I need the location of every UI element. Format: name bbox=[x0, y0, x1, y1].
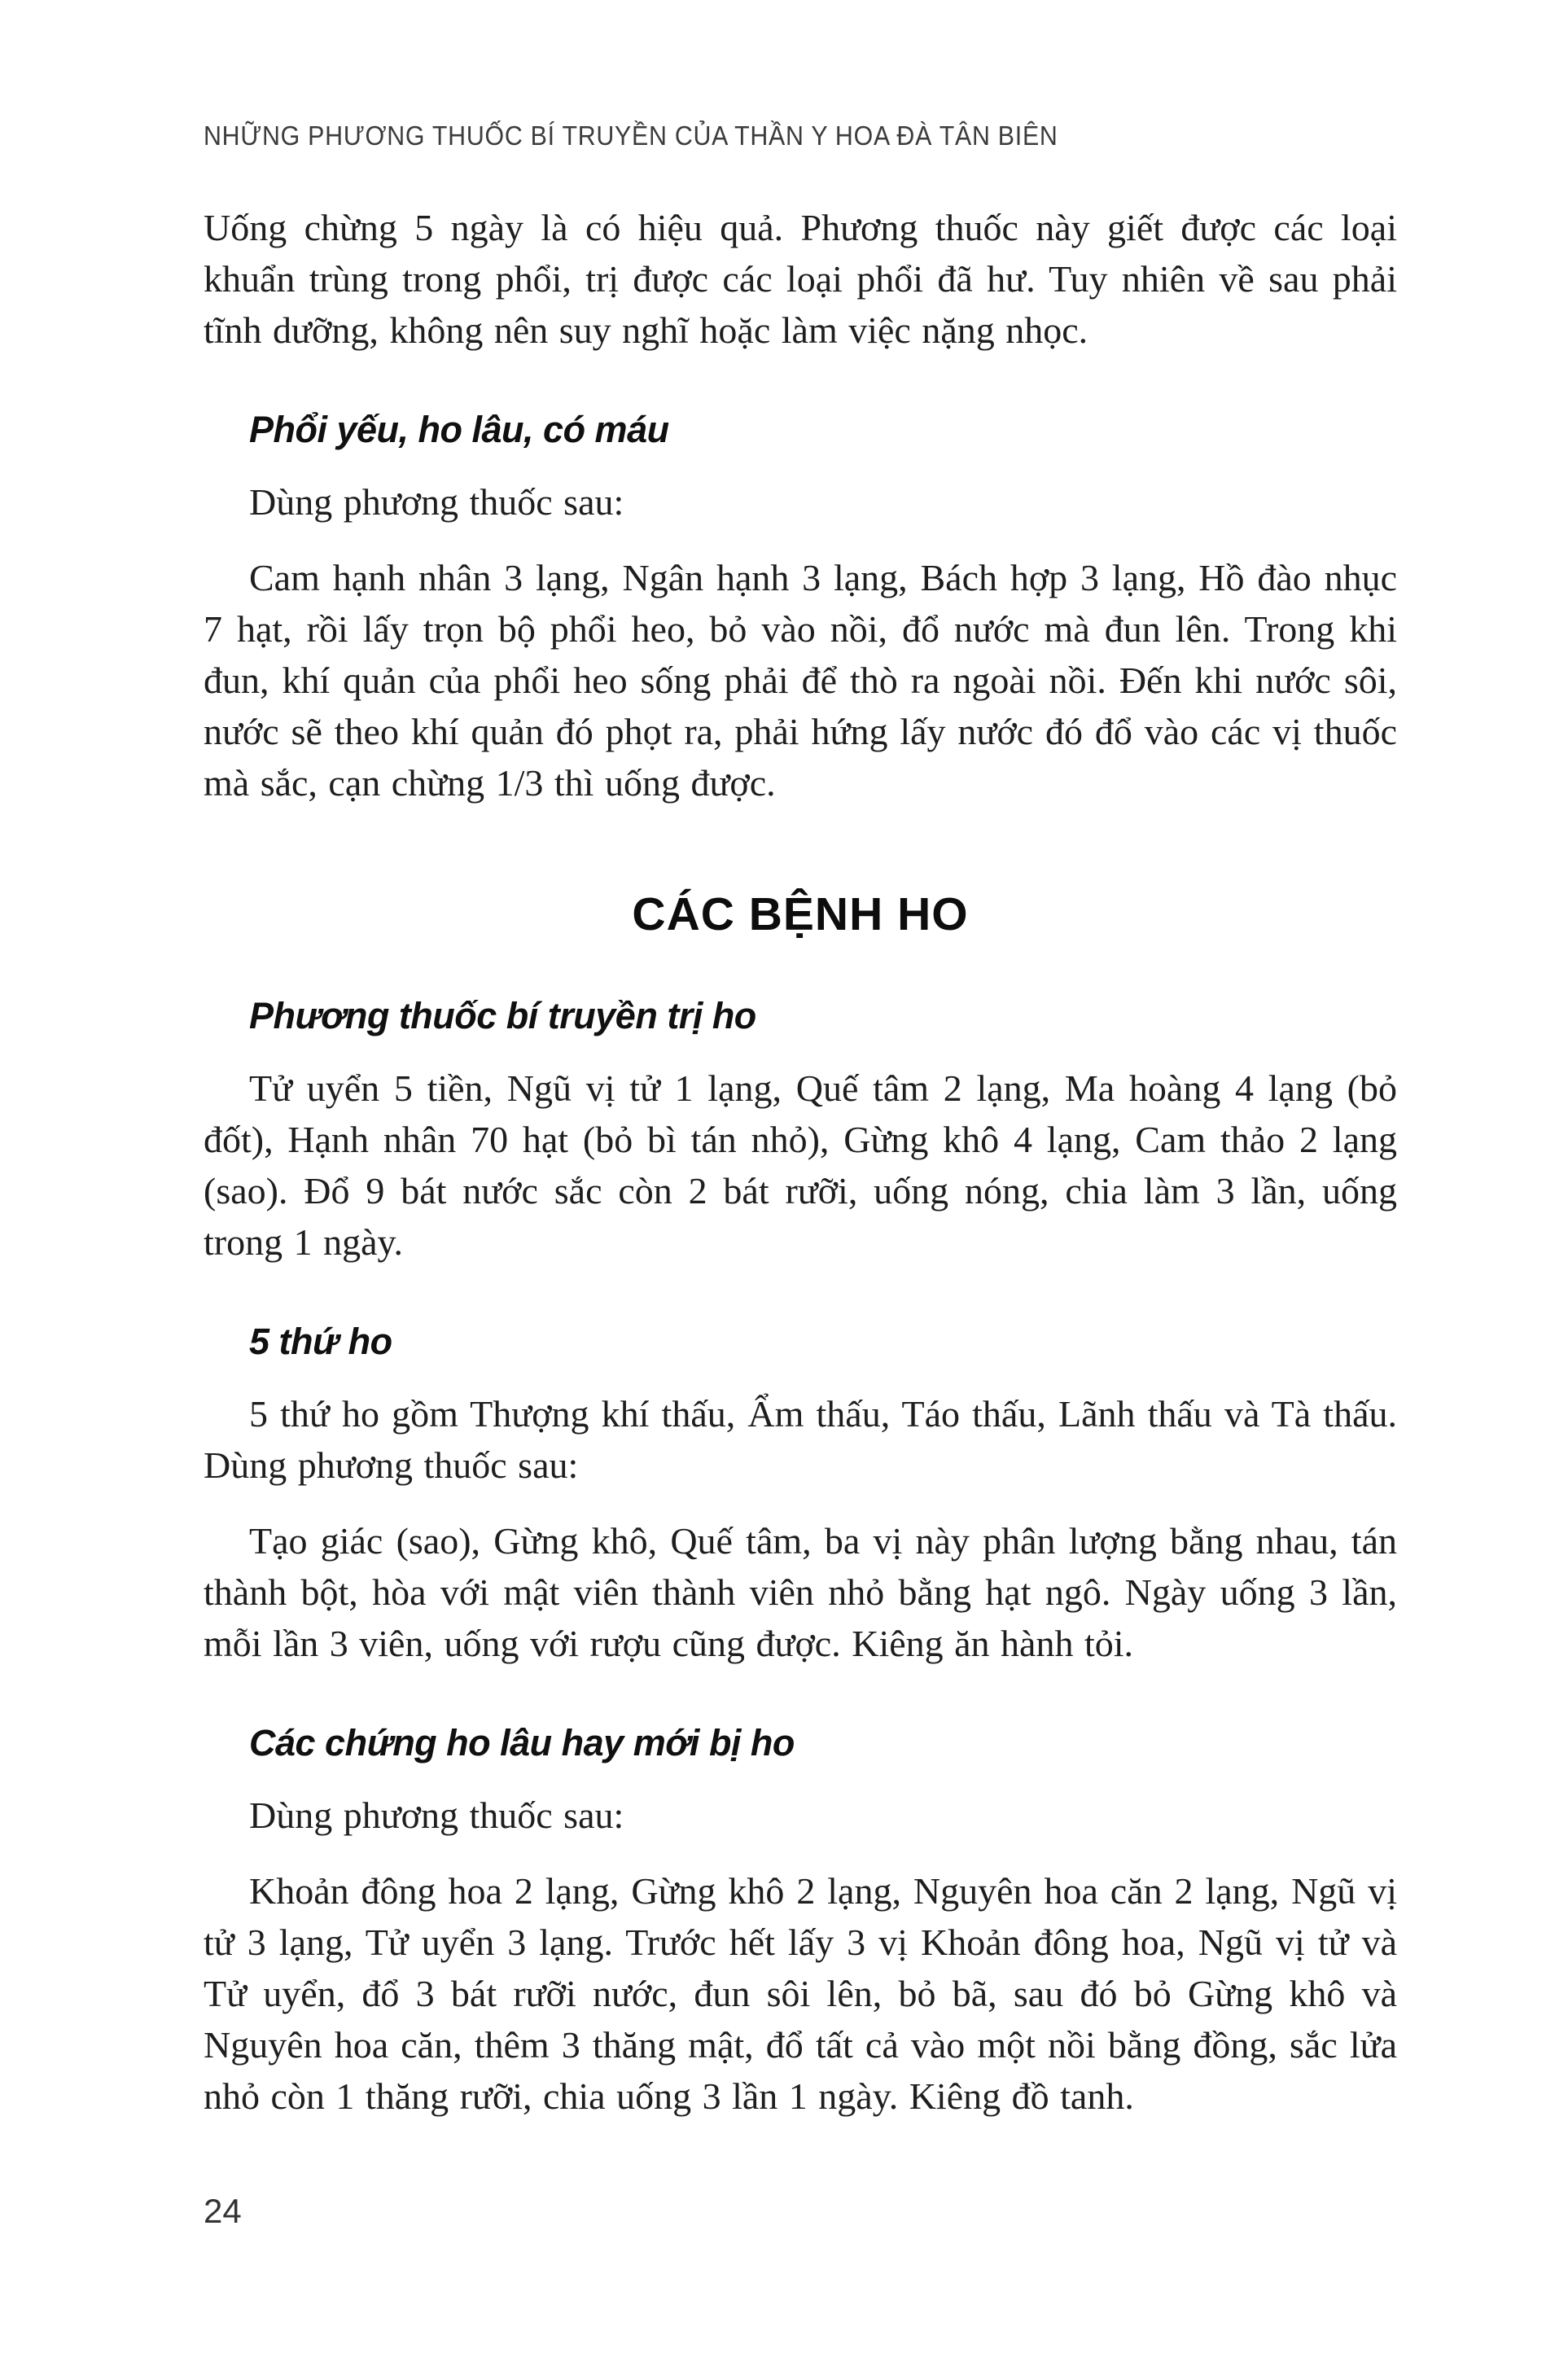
body-paragraph-recipe: Tạo giác (sao), Gừng khô, Quế tâm, ba vị này phân lượng bằng nhau, tán thành bột, hòa với mật viên thành viên nhỏ bằng hạt ngô. Ngày uống 3 lần, mỗi lần 3 viên, uống với rượu cũng được. Kiêng ăn hành tỏi. bbox=[204, 1520, 1397, 1664]
body-paragraph-continued: Uống chừng 5 ngày là có hiệu quả. Phương thuốc này giết được các loại khuẩn trùng trong phổi, trị được các loại phổi đã hư. Tuy nhiên về sau phải tĩnh dưỡng, không nên suy nghĩ hoặc làm việc nặng nhọc. bbox=[204, 207, 1397, 351]
body-paragraph-recipe: Tử uyển 5 tiền, Ngũ vị tử 1 lạng, Quế tâm 2 lạng, Ma hoàng 4 lạng (bỏ đốt), Hạnh nhân 70 hạt (bỏ bì tán nhỏ), Gừng khô 4 lạng, Cam thảo 2 lạng (sao). Đổ 9 bát nước sắc còn 2 bát rưỡi, uống nóng, chia làm 3 lần, uống trong 1 ngày. bbox=[204, 1067, 1397, 1263]
section-subheading-phoi-yeu: Phổi yếu, ho lâu, có máu bbox=[249, 409, 669, 450]
body-paragraph-intro: 5 thứ ho gồm Thượng khí thấu, Ẩm thấu, Táo thấu, Lãnh thấu và Tà thấu. Dùng phương thuốc sau: bbox=[204, 1393, 1397, 1486]
body-paragraph-lead-in: Dùng phương thuốc sau: bbox=[249, 1794, 624, 1836]
section-subheading-5-thu-ho: 5 thứ ho bbox=[249, 1321, 392, 1362]
body-paragraph-lead-in: Dùng phương thuốc sau: bbox=[249, 481, 624, 523]
body-paragraph-recipe: Cam hạnh nhân 3 lạng, Ngân hạnh 3 lạng, Bách hợp 3 lạng, Hồ đào nhục 7 hạt, rồi lấy trọn bộ phổi heo, bỏ vào nồi, đổ nước mà đun lên. Trong khi đun, khí quản của phổi heo sống phải để thò ra ngoài nồi. Đến khi nước sôi, nước sẽ theo khí quản đó phọt ra, phải hứng lấy nước đó đổ vào các vị thuốc mà sắc, cạn chừng 1/3 thì uống được. bbox=[204, 557, 1397, 804]
section-subheading-tri-ho: Phương thuốc bí truyền trị ho bbox=[249, 995, 756, 1036]
body-paragraph-recipe: Khoản đông hoa 2 lạng, Gừng khô 2 lạng, Nguyên hoa căn 2 lạng, Ngũ vị tử 3 lạng, Tử uyển 3 lạng. Trước hết lấy 3 vị Khoản đông hoa, Ngũ vị tử và Tử uyển, đổ 3 bát rưỡi nước, đun sôi lên, bỏ bã, sau đó bỏ Gừng khô và Nguyên hoa căn, thêm 3 thăng mật, đổ tất cả vào một nồi bằng đồng, sắc lửa nhỏ còn 1 thăng rưỡi, chia uống 3 lần 1 ngày. Kiêng đồ tanh. bbox=[204, 1870, 1397, 2117]
running-header: NHỮNG PHƯƠNG THUỐC BÍ TRUYỀN CỦA THẦN Y HOA ĐÀ TÂN BIÊN bbox=[204, 120, 1058, 151]
chapter-heading: CÁC BỆNH HO bbox=[632, 888, 969, 940]
page-number: 24 bbox=[204, 2192, 242, 2230]
text-column bbox=[204, 120, 1397, 2122]
section-subheading-ho-lau: Các chứng ho lâu hay mới bị ho bbox=[249, 1722, 795, 1764]
